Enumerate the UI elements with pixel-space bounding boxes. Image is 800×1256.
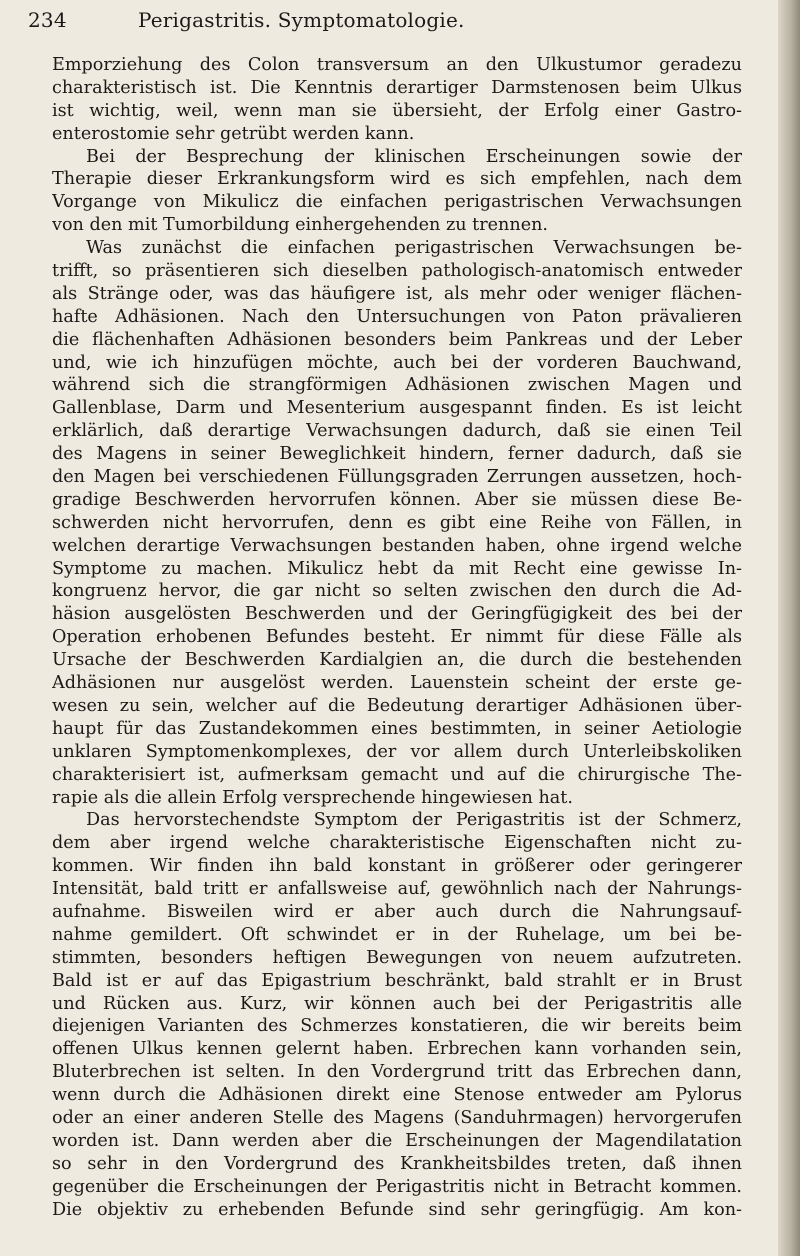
text-line: während sich die strangförmigen Adhäsionen zwischen Magen und	[52, 375, 742, 396]
text-line: häsion ausgelösten Beschwerden und der Geringfügigkeit des bei der	[52, 604, 742, 625]
text-line: welchen derartige Verwachsungen bestanden haben, ohne irgend welche	[52, 535, 742, 556]
text-line: gradige Beschwerden hervorrufen können. Aber sie müssen diese Be-	[52, 489, 742, 510]
text-line: enterostomie sehr getrübt werden kann.	[52, 123, 415, 144]
text-line: und Rücken aus. Kurz, wir können auch bei der Perigastritis alle	[52, 993, 742, 1014]
text-line: Bluterbrechen ist selten. In den Vordergrund tritt das Erbrechen dann,	[52, 1062, 742, 1083]
running-header	[28, 8, 588, 36]
text-line: Das hervorstechendste Symptom der Perigastritis ist der Schmerz,	[86, 810, 742, 831]
body-text	[52, 54, 742, 1221]
text-line: wenn durch die Adhäsionen direkt eine Stenose entweder am Pylorus	[52, 1085, 742, 1106]
text-line: des Magens in seiner Beweglichkeit hindern, ferner dadurch, daß sie	[52, 444, 742, 465]
text-line: haupt für das Zustandekommen eines bestimmten, in seiner Aetiologie	[52, 718, 742, 739]
text-line: Adhäsionen nur ausgelöst werden. Lauenstein scheint der erste ge-	[52, 673, 742, 694]
text-line: Therapie dieser Erkrankungsform wird es sich empfehlen, nach dem	[52, 169, 742, 190]
text-line: Bei der Besprechung der klinischen Erscheinungen sowie der	[86, 146, 742, 167]
text-line: kongruenz hervor, die gar nicht so selten zwischen den durch die Ad-	[52, 581, 742, 602]
text-line: diejenigen Varianten des Schmerzes konstatieren, die wir bereits beim	[52, 1016, 742, 1037]
page-edge	[778, 0, 800, 1256]
text-line: Bald ist er auf das Epigastrium beschränkt, bald strahlt er in Brust	[52, 970, 742, 991]
text-line: Operation erhobenen Befundes besteht. Er nimmt für diese Fälle als	[52, 627, 742, 648]
text-line: Die objektiv zu erhebenden Befunde sind sehr geringfügig. Am kon-	[52, 1199, 742, 1220]
text-line: Was zunächst die einfachen perigastrischen Verwachsungen be-	[86, 238, 742, 259]
text-line: wesen zu sein, welcher auf die Bedeutung derartiger Adhäsionen über-	[52, 695, 742, 716]
text-line: Gallenblase, Darm und Mesenterium ausgespannt finden. Es ist leicht	[52, 398, 742, 419]
text-line: charakterisiert ist, aufmerksam gemacht und auf die chirurgische The-	[52, 764, 742, 785]
text-line: gegenüber die Erscheinungen der Perigastritis nicht in Betracht kommen.	[52, 1176, 742, 1197]
text-line: oder an einer anderen Stelle des Magens (Sanduhrmagen) hervorgerufen	[52, 1107, 742, 1128]
text-line: hafte Adhäsionen. Nach den Untersuchungen von Paton prävalieren	[52, 306, 742, 327]
text-line: charakteristisch ist. Die Kenntnis derartiger Darmstenosen beim Ulkus	[52, 77, 742, 98]
text-line: dem aber irgend welche charakteristische Eigenschaften nicht zu-	[52, 833, 742, 854]
text-line: rapie als die allein Erfolg versprechende hingewiesen hat.	[52, 787, 573, 808]
text-line: Symptome zu machen. Mikulicz hebt da mit Recht eine gewisse In-	[52, 558, 742, 579]
page-number: 234	[28, 8, 67, 32]
text-line: so sehr in den Vordergrund des Krankheitsbildes treten, daß ihnen	[52, 1153, 742, 1174]
text-line: aufnahme. Bisweilen wird er aber auch durch die Nahrungsauf-	[52, 901, 742, 922]
text-line: als Stränge oder, was das häufigere ist, als mehr oder weniger flächen-	[52, 283, 742, 304]
text-line: die flächenhaften Adhäsionen besonders beim Pankreas und der Leber	[52, 329, 742, 350]
text-line: stimmten, besonders heftigen Bewegungen von neuem aufzutreten.	[52, 947, 742, 968]
text-line: Intensität, bald tritt er anfallsweise auf, gewöhnlich nach der Nahrungs-	[52, 879, 742, 900]
text-line: und, wie ich hinzufügen möchte, auch bei der vorderen Bauchwand,	[52, 352, 742, 373]
text-line: offenen Ulkus kennen gelernt haben. Erbrechen kann vorhanden sein,	[52, 1039, 742, 1060]
text-line: Ursache der Beschwerden Kardialgien an, die durch die bestehenden	[52, 650, 742, 671]
text-line: Vorgange von Mikulicz die einfachen perigastrischen Verwachsungen	[52, 192, 742, 213]
text-line: schwerden nicht hervorrufen, denn es gibt eine Reihe von Fällen, in	[52, 512, 742, 533]
text-line: ist wichtig, weil, wenn man sie übersieht, der Erfolg einer Gastro-	[52, 100, 742, 121]
text-line: trifft, so präsentieren sich dieselben pathologisch-anatomisch entweder	[52, 261, 742, 282]
text-line: von den mit Tumorbildung einhergehenden zu trennen.	[52, 215, 549, 236]
text-line: kommen. Wir finden ihn bald konstant in größerer oder geringerer	[52, 856, 742, 877]
text-line: worden ist. Dann werden aber die Erscheinungen der Magendilatation	[52, 1130, 742, 1151]
text-line: Emporziehung des Colon transversum an den Ulkustumor geradezu	[52, 55, 742, 75]
text-line: unklaren Symptomenkomplexes, der vor allem durch Unterleibskoliken	[52, 741, 742, 762]
text-line: nahme gemildert. Oft schwindet er in der Ruhelage, um bei be-	[52, 924, 742, 945]
running-title: Perigastritis. Symptomatologie.	[138, 8, 465, 32]
text-line: den Magen bei verschiedenen Füllungsgraden Zerrungen aussetzen, hoch-	[52, 467, 742, 488]
text-line: erklärlich, daß derartige Verwachsungen dadurch, daß sie einen Teil	[52, 421, 742, 442]
